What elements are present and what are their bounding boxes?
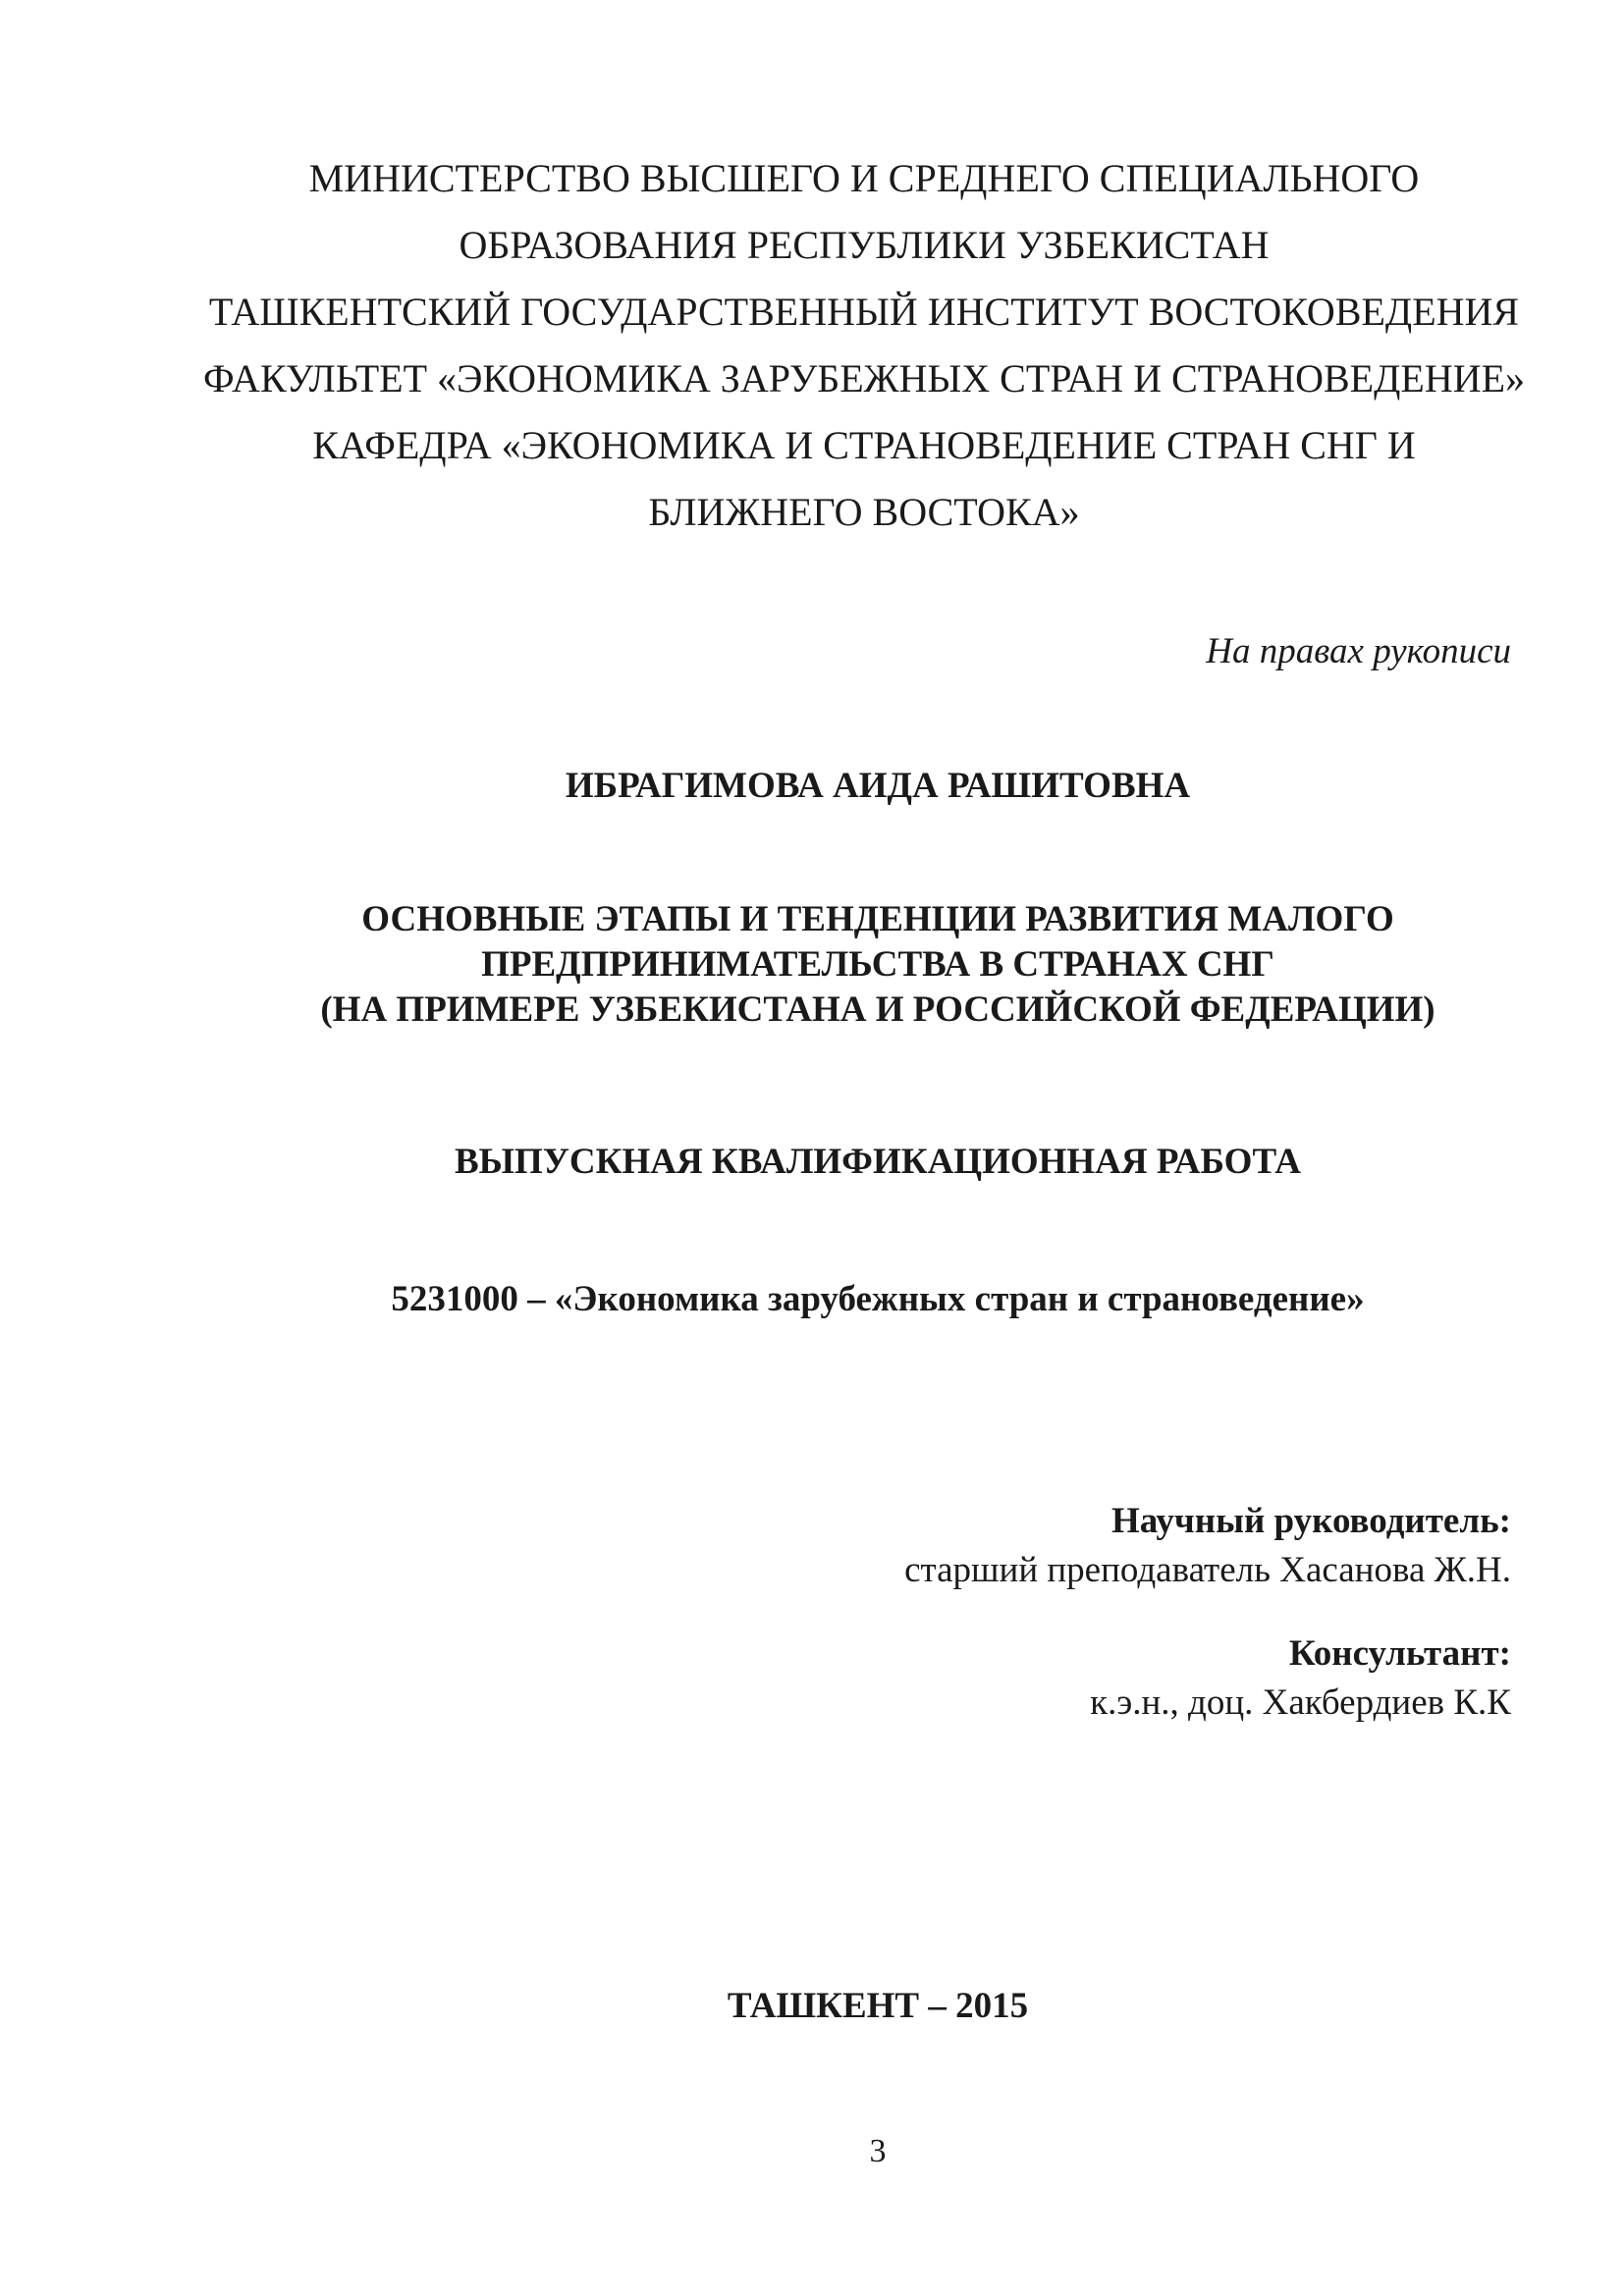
title-line: (НА ПРИМЕРЕ УЗБЕКИСТАНА И РОССИЙСКОЙ ФЕДЕРАЦИИ): [320, 989, 1435, 1030]
page-number: 3: [869, 2133, 887, 2169]
manuscript-note: На правах рукописи: [1206, 631, 1511, 671]
header-line: МИНИСТЕРСТВО ВЫСШЕГО И СРЕДНЕГО СПЕЦИАЛЬНОГО: [308, 156, 1420, 200]
city-year: ТАШКЕНТ – 2015: [727, 1986, 1029, 2026]
header-line: КАФЕДРА «ЭКОНОМИКА И СТРАНОВЕДЕНИЕ СТРАН СНГ И: [312, 423, 1416, 467]
header-line: ОБРАЗОВАНИЯ РЕСПУБЛИКИ УЗБЕКИСТАН: [459, 223, 1270, 267]
thesis-title: [0, 897, 1624, 1033]
institution-header: [157, 145, 1571, 546]
work-type: ВЫПУСКНАЯ КВАЛИФИКАЦИОННАЯ РАБОТА: [454, 1142, 1302, 1182]
supervisor-name: старший преподаватель Хасанова Ж.Н.: [904, 1550, 1511, 1590]
supervisor-label: Научный руководитель:: [1111, 1501, 1511, 1541]
consultant-name: к.э.н., доц. Хакбердиев К.К: [1090, 1682, 1511, 1723]
header-line: ТАШКЕНТСКИЙ ГОСУДАРСТВЕННЫЙ ИНСТИТУТ ВОСТОКОВЕДЕНИЯ: [208, 290, 1520, 334]
title-line: ОСНОВНЫЕ ЭТАПЫ И ТЕНДЕНЦИИ РАЗВИТИЯ МАЛОГО: [361, 899, 1394, 939]
specialty-code: 5231000 – «Экономика зарубежных стран и страноведение»: [391, 1279, 1365, 1319]
consultant-block: [1090, 1629, 1511, 1728]
header-line: ФАКУЛЬТЕТ «ЭКОНОМИКА ЗАРУБЕЖНЫХ СТРАН И СТРАНОВЕДЕНИЕ»: [202, 356, 1526, 400]
author-name: ИБРАГИМОВА АИДА РАШИТОВНА: [565, 766, 1191, 806]
header-line: БЛИЖНЕГО ВОСТОКА»: [648, 490, 1080, 534]
supervisor-block: [904, 1497, 1511, 1595]
consultant-label: Консультант:: [1288, 1633, 1511, 1674]
title-line: ПРЕДПРИНИМАТЕЛЬСТВА В СТРАНАХ СНГ: [481, 944, 1274, 985]
